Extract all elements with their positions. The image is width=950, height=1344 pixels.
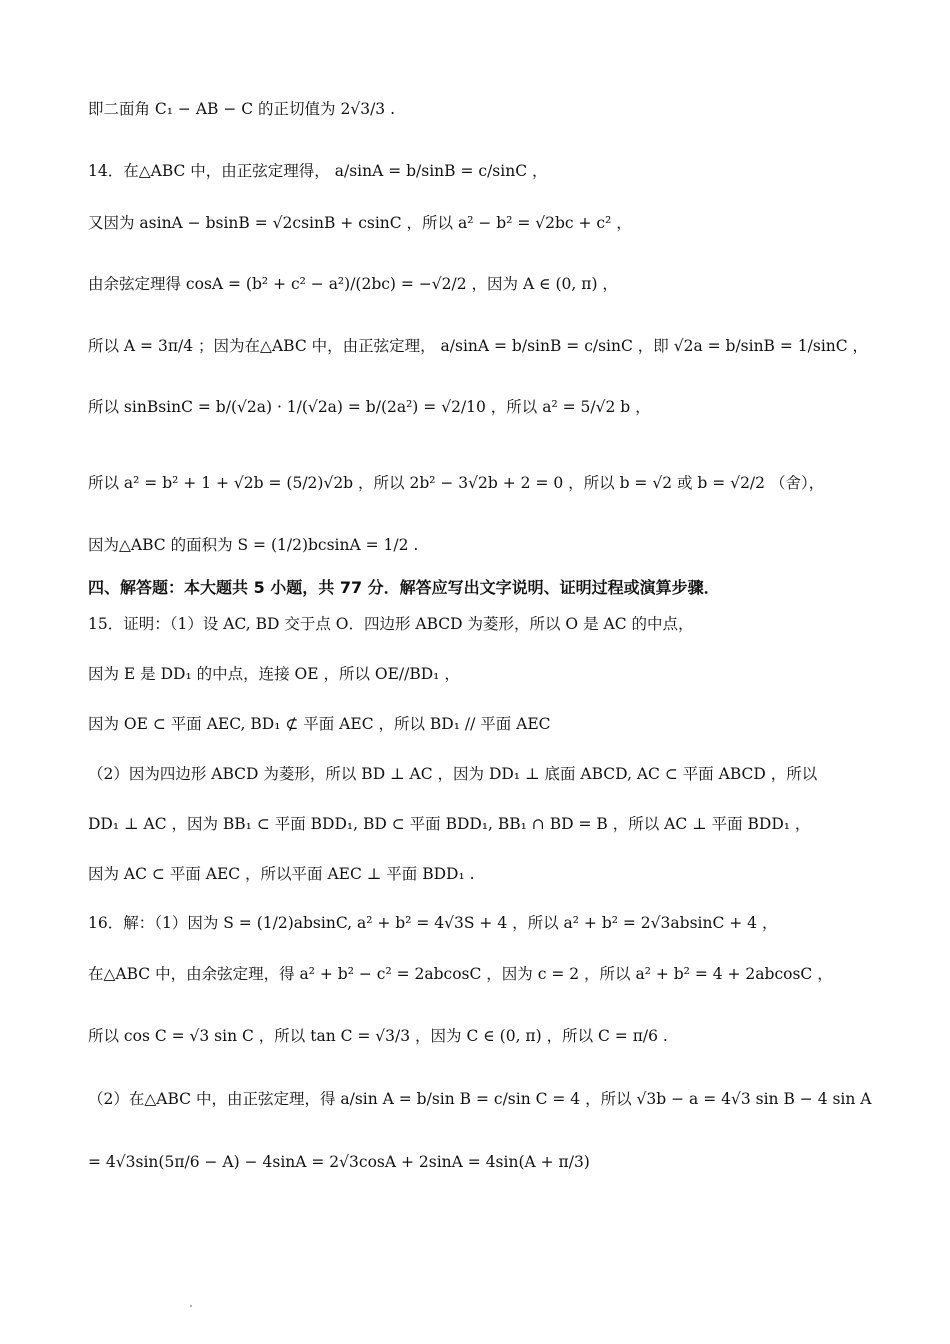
- text-line: 所以 cos C = √3 sin C ，所以 tan C = √3/3 ，因为 C ∈ (0, π) ，所以 C = π/6 .: [88, 1027, 668, 1045]
- text-line: = 4√3sin(5π/6 − A) − 4sinA = 2√3cosA + 2sinA = 4sin(A + π/3): [88, 1153, 590, 1171]
- text-line: （2）因为四边形 ABCD 为菱形，所以 BD ⊥ AC ，因为 DD₁ ⊥ 底面 ABCD, AC ⊂ 平面 ABCD ，所以: [88, 765, 818, 783]
- text-line: 因为 E 是 DD₁ 的中点，连接 OE ，所以 OE//BD₁ ，: [88, 665, 460, 683]
- text-line: DD₁ ⊥ AC ，因为 BB₁ ⊂ 平面 BDD₁, BD ⊂ 平面 BDD₁, BB₁ ∩ BD = B ，所以 AC ⊥ 平面 BDD₁ ，: [88, 815, 811, 833]
- section-heading: 四、解答题：本大题共 5 小题，共 77 分．解答应写出文字说明、证明过程或演算步骤．: [88, 578, 720, 597]
- text-line: 在△ABC 中，由余弦定理，得 a² + b² − c² = 2abcosC ，因为 c = 2 ，所以 a² + b² = 4 + 2abcosC ，: [88, 965, 833, 983]
- text-line: （2）在△ABC 中，由正弦定理，得 a/sin A = b/sin B = c/sin C = 4 ，所以 √3b − a = 4√3 sin B − 4 sin A: [88, 1090, 872, 1108]
- page-mark: [190, 1305, 192, 1307]
- text-line: 因为 AC ⊂ 平面 AEC ，所以平面 AEC ⊥ 平面 BDD₁ .: [88, 865, 475, 883]
- text-line: 所以 A = 3π/4 ；因为在△ABC 中，由正弦定理， a/sinA = b/sinB = c/sinC ，即 √2a = b/sinB = 1/sinC ，: [88, 337, 869, 355]
- text-line: 因为△ABC 的面积为 S = (1/2)bcsinA = 1/2 .: [88, 536, 419, 554]
- text-line: 15．证明：（1）设 AC, BD 交于点 O．四边形 ABCD 为菱形，所以 O 是 AC 的中点，: [88, 615, 694, 633]
- text-line: 所以 sinBsinC = b/(√2a) · 1/(√2a) = b/(2a²) = √2/10 ，所以 a² = 5/√2 b ，: [88, 398, 651, 416]
- text-line: 又因为 asinA − bsinB = √2csinB + csinC ，所以 a² − b² = √2bc + c² ，: [88, 214, 632, 232]
- text-line: 即二面角 C₁ − AB − C 的正切值为 2√3/3 .: [88, 100, 396, 118]
- text-line: 由余弦定理得 cosA = (b² + c² − a²)/(2bc) = −√2/2 ，因为 A ∈ (0, π) ，: [88, 275, 618, 293]
- text-line: 因为 OE ⊂ 平面 AEC, BD₁ ⊄ 平面 AEC ，所以 BD₁ // 平面 AEC: [88, 715, 551, 733]
- text-line: 所以 a² = b² + 1 + √2b = (5/2)√2b ，所以 2b² − 3√2b + 2 = 0 ，所以 b = √2 或 b = √2/2 （舍），: [88, 474, 825, 492]
- text-line: 16．解：（1）因为 S = (1/2)absinC, a² + b² = 4√3S + 4 ，所以 a² + b² = 2√3absinC + 4 ，: [88, 914, 778, 932]
- text-line: 14．在△ABC 中，由正弦定理得， a/sinA = b/sinB = c/sinC ，: [88, 162, 548, 180]
